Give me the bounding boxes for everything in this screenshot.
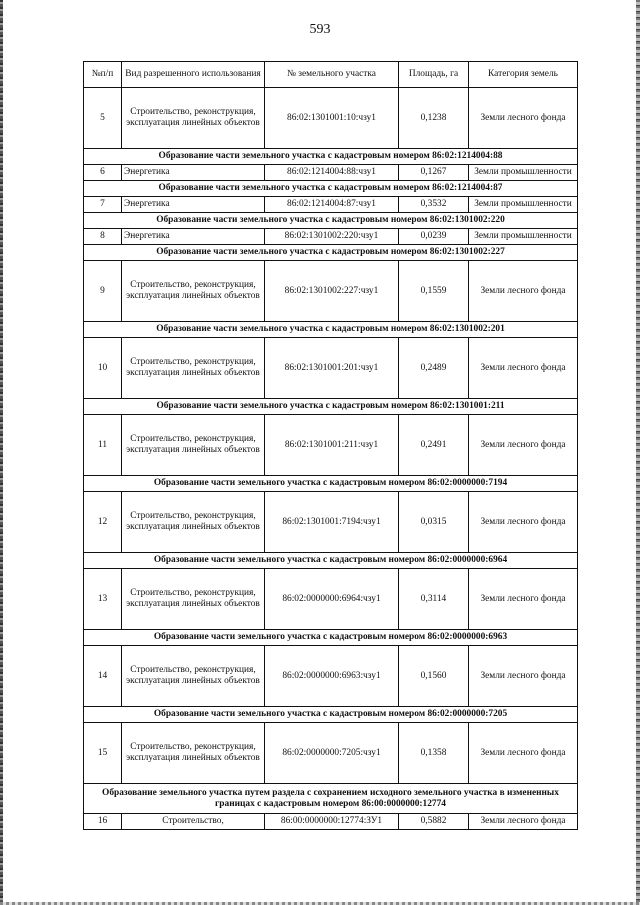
row-area: 0,3532 [399, 197, 469, 213]
table-row [84, 814, 578, 830]
row-num: 6 [84, 165, 122, 181]
table-header-row [84, 62, 578, 88]
row-category: Земли промышленности [469, 197, 578, 213]
section-row [84, 149, 578, 165]
row-category: Земли лесного фонда [469, 814, 578, 830]
row-use: Строительство, реконструкция, эксплуатация линейных объектов [122, 569, 265, 630]
row-num: 15 [84, 723, 122, 784]
section-title: Образование части земельного участка с кадастровым номером 86:02:1301002:220 [84, 213, 578, 229]
table-row [84, 569, 578, 630]
row-cadastral: 86:02:0000000:6963:чзу1 [265, 646, 399, 707]
row-cadastral: 86:02:1301002:227:чзу1 [265, 261, 399, 322]
row-category: Земли лесного фонда [469, 569, 578, 630]
table-row [84, 492, 578, 553]
row-area: 0,1560 [399, 646, 469, 707]
row-area: 0,0315 [399, 492, 469, 553]
row-cadastral: 86:00:0000000:12774:ЗУ1 [265, 814, 399, 830]
row-num: 9 [84, 261, 122, 322]
row-cadastral: 86:02:1301001:201:чзу1 [265, 338, 399, 399]
table-row [84, 197, 578, 213]
table-row [84, 165, 578, 181]
section-title: Образование части земельного участка с кадастровым номером 86:02:0000000:6964 [84, 553, 578, 569]
section-row [84, 553, 578, 569]
row-area: 0,1559 [399, 261, 469, 322]
row-cadastral: 86:02:0000000:7205:чзу1 [265, 723, 399, 784]
table-row [84, 415, 578, 476]
header-use: Вид разрешенного использования [122, 62, 265, 88]
row-use: Строительство, реконструкция, эксплуатация линейных объектов [122, 492, 265, 553]
row-use: Строительство, реконструкция, эксплуатация линейных объектов [122, 88, 265, 149]
row-cadastral: 86:02:1301001:10:чзу1 [265, 88, 399, 149]
section-row [84, 245, 578, 261]
row-category: Земли лесного фонда [469, 492, 578, 553]
section-row [84, 707, 578, 723]
section-row [84, 630, 578, 646]
row-cadastral: 86:02:1214004:88:чзу1 [265, 165, 399, 181]
row-category: Земли лесного фонда [469, 261, 578, 322]
row-num: 11 [84, 415, 122, 476]
table-row [84, 646, 578, 707]
row-num: 13 [84, 569, 122, 630]
row-category: Земли лесного фонда [469, 646, 578, 707]
row-area: 0,1238 [399, 88, 469, 149]
scan-left-edge [0, 0, 3, 905]
section-row [84, 476, 578, 492]
row-category: Земли промышленности [469, 165, 578, 181]
section-row [84, 181, 578, 197]
section-title: Образование части земельного участка с кадастровым номером 86:02:0000000:6963 [84, 630, 578, 646]
row-use: Строительство, реконструкция, эксплуатация линейных объектов [122, 723, 265, 784]
row-use: Строительство, реконструкция, эксплуатация линейных объектов [122, 646, 265, 707]
section-title: Образование части земельного участка с кадастровым номером 86:02:1301002:227 [84, 245, 578, 261]
row-category: Земли лесного фонда [469, 88, 578, 149]
section-title: Образование части земельного участка с кадастровым номером 86:02:1301002:201 [84, 322, 578, 338]
row-area: 0,2491 [399, 415, 469, 476]
row-num: 5 [84, 88, 122, 149]
section-title: Образование части земельного участка с кадастровым номером 86:02:1301001:211 [84, 399, 578, 415]
row-cadastral: 86:02:1214004:87:чзу1 [265, 197, 399, 213]
section-title: Образование части земельного участка с кадастровым номером 86:02:0000000:7194 [84, 476, 578, 492]
header-cadastral: № земельного участка [265, 62, 399, 88]
header-num: №п/п [84, 62, 122, 88]
row-use: Строительство, [122, 814, 265, 830]
row-category: Земли промышленности [469, 229, 578, 245]
section-row [84, 784, 578, 814]
row-area: 0,1358 [399, 723, 469, 784]
row-num: 12 [84, 492, 122, 553]
section-row [84, 213, 578, 229]
row-use: Строительство, реконструкция, эксплуатация линейных объектов [122, 261, 265, 322]
row-num: 16 [84, 814, 122, 830]
row-use: Строительство, реконструкция, эксплуатация линейных объектов [122, 338, 265, 399]
table-row [84, 261, 578, 322]
row-num: 8 [84, 229, 122, 245]
row-use: Энергетика [122, 229, 265, 245]
table-row [84, 88, 578, 149]
header-category: Категория земель [469, 62, 578, 88]
table-row [84, 229, 578, 245]
row-cadastral: 86:02:1301001:7194:чзу1 [265, 492, 399, 553]
table-row [84, 723, 578, 784]
row-cadastral: 86:02:0000000:6964:чзу1 [265, 569, 399, 630]
section-title: Образование части земельного участка с кадастровым номером 86:02:0000000:7205 [84, 707, 578, 723]
row-category: Земли лесного фонда [469, 338, 578, 399]
row-area: 0,3114 [399, 569, 469, 630]
row-area: 0,5882 [399, 814, 469, 830]
row-area: 0,0239 [399, 229, 469, 245]
row-category: Земли лесного фонда [469, 415, 578, 476]
section-title: Образование земельного участка путем раздела с сохранением исходного земельного участка в измененных границах с кадастровым номером 86:00:0000000:12774 [84, 784, 578, 814]
section-title: Образование части земельного участка с кадастровым номером 86:02:1214004:87 [84, 181, 578, 197]
header-area: Площадь, га [399, 62, 469, 88]
row-use: Энергетика [122, 165, 265, 181]
table-row [84, 338, 578, 399]
scan-right-edge [636, 0, 640, 905]
section-title: Образование части земельного участка с кадастровым номером 86:02:1214004:88 [84, 149, 578, 165]
row-num: 10 [84, 338, 122, 399]
row-category: Земли лесного фонда [469, 723, 578, 784]
row-use: Энергетика [122, 197, 265, 213]
row-num: 14 [84, 646, 122, 707]
section-row [84, 399, 578, 415]
row-use: Строительство, реконструкция, эксплуатация линейных объектов [122, 415, 265, 476]
row-num: 7 [84, 197, 122, 213]
row-area: 0,2489 [399, 338, 469, 399]
section-row [84, 322, 578, 338]
row-cadastral: 86:02:1301002:220:чзу1 [265, 229, 399, 245]
page-number: 593 [309, 22, 331, 37]
land-plots-table [83, 61, 578, 830]
row-cadastral: 86:02:1301001:211:чзу1 [265, 415, 399, 476]
row-area: 0,1267 [399, 165, 469, 181]
